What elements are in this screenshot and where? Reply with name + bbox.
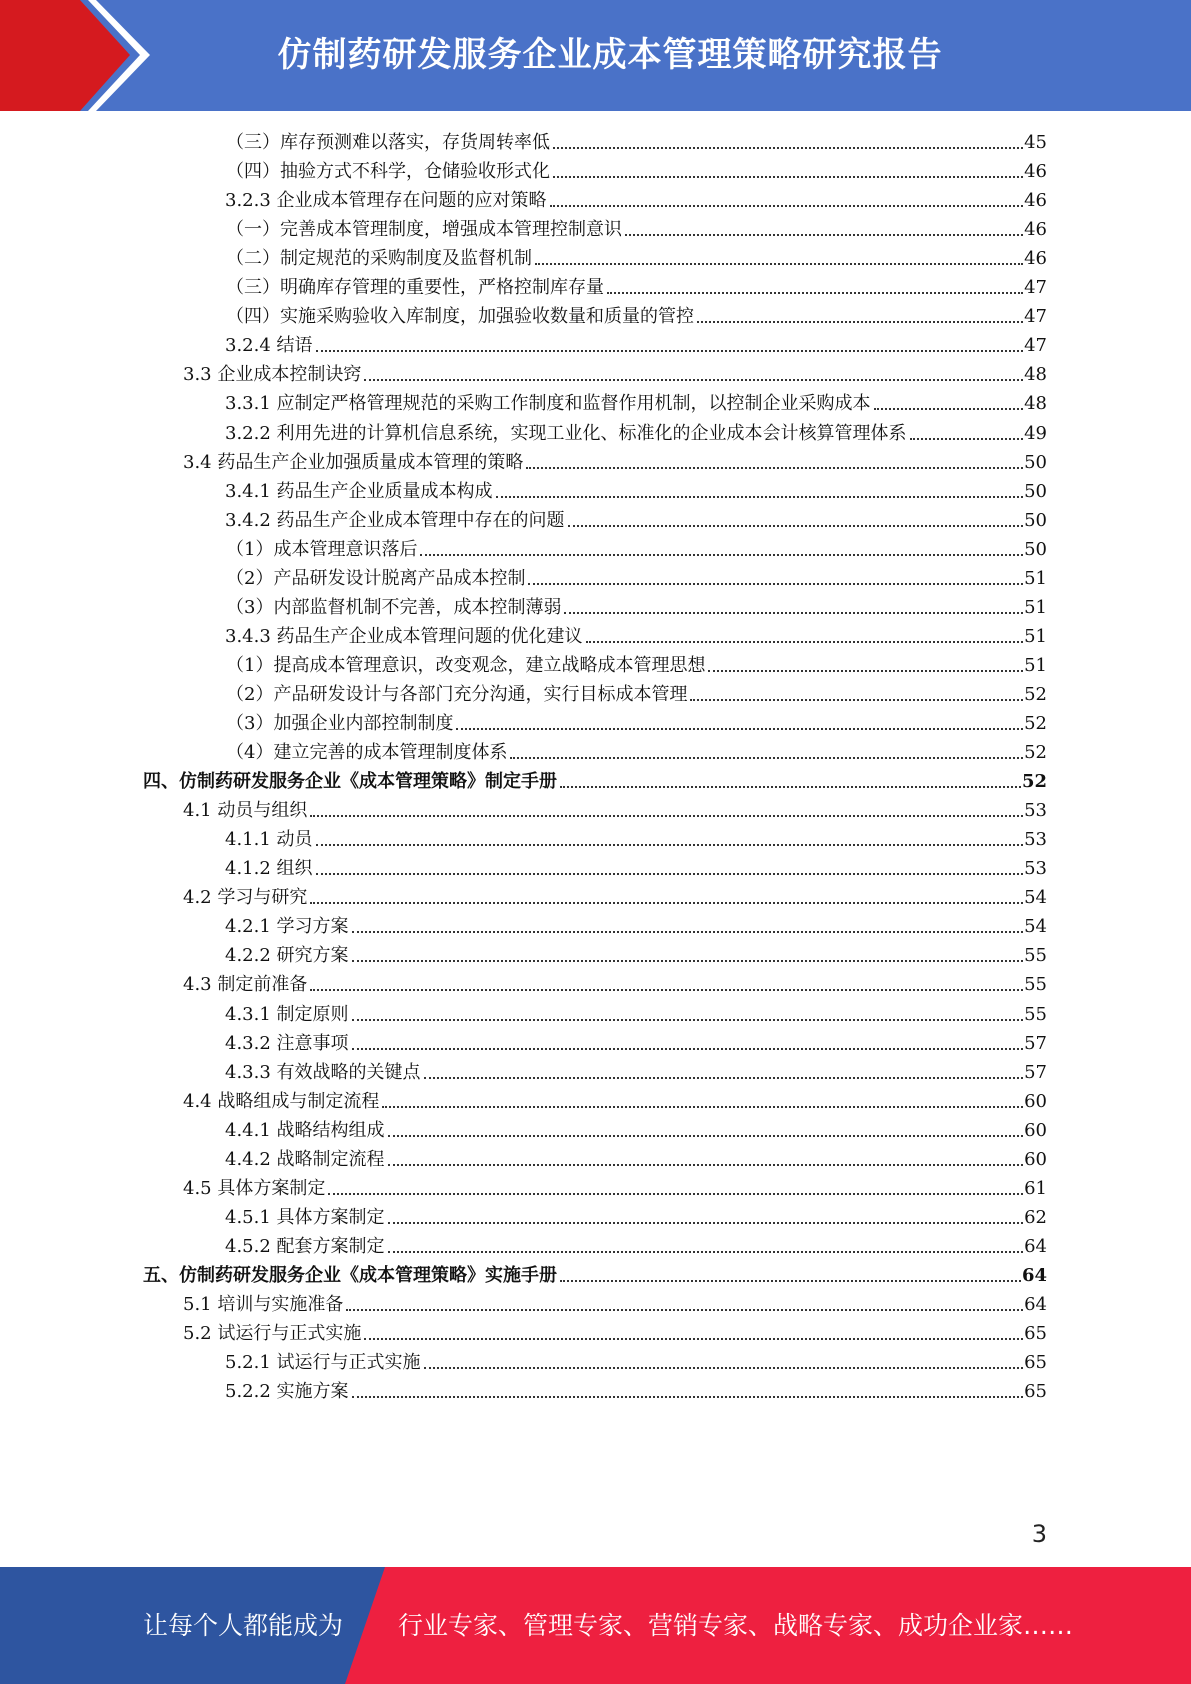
toc-entry[interactable]: [143, 766, 1047, 794]
toc-entry[interactable]: [225, 1347, 1047, 1375]
toc-entry[interactable]: [225, 1057, 1047, 1085]
toc-dot-leader: [382, 1106, 1023, 1108]
toc-entry-page: 57: [1024, 1032, 1047, 1054]
toc-entry[interactable]: [225, 476, 1047, 504]
toc-entry-page: 65: [1024, 1323, 1047, 1345]
toc-entry-page: 60: [1024, 1148, 1047, 1170]
toc-entry-page: 54: [1024, 887, 1047, 909]
toc-entry-title: 4.3.3 有效战略的关键点: [225, 1061, 421, 1083]
toc-entry[interactable]: [226, 679, 1047, 707]
toc-dot-leader: [528, 583, 1023, 585]
page-footer: [0, 1567, 1191, 1684]
page-number: 3: [1031, 1520, 1047, 1548]
toc-entry-title: 4.4.2 战略制定流程: [225, 1148, 385, 1170]
toc-entry-page: 53: [1024, 800, 1047, 822]
toc-dot-leader: [560, 1280, 1021, 1282]
toc-entry-title: 3.2.3 企业成本管理存在问题的应对策略: [225, 190, 547, 212]
toc-entry-title: 4.3.2 注意事项: [225, 1032, 349, 1054]
toc-dot-leader: [310, 989, 1023, 991]
toc-entry-title: 3.4.1 药品生产企业质量成本构成: [225, 480, 493, 502]
toc-entry[interactable]: [183, 1173, 1047, 1201]
toc-entry-title: （2）产品研发设计脱离产品成本控制: [226, 567, 526, 589]
toc-dot-leader: [388, 1164, 1024, 1166]
toc-entry-page: 64: [1021, 1264, 1047, 1286]
toc-dot-leader: [352, 1396, 1024, 1398]
toc-entry-page: 48: [1024, 393, 1047, 415]
toc-dot-leader: [607, 292, 1023, 294]
toc-dot-leader: [510, 757, 1023, 759]
toc-entry-title: 3.4 药品生产企业加强质量成本管理的策略: [183, 451, 524, 473]
toc-entry[interactable]: [183, 882, 1047, 910]
toc-entry-page: 50: [1024, 509, 1047, 531]
toc-dot-leader: [364, 1338, 1023, 1340]
toc-entry-title: 3.2.2 利用先进的计算机信息系统，实现工业化、标准化的企业成本会计核算管理体系: [225, 422, 907, 444]
toc-entry-title: 3.4.2 药品生产企业成本管理中存在的问题: [225, 509, 565, 531]
toc-entry-title: 4.2.1 学习方案: [225, 916, 349, 938]
toc-entry[interactable]: [226, 708, 1047, 736]
toc-entry-page: 60: [1024, 1119, 1047, 1141]
toc-entry[interactable]: [183, 969, 1047, 997]
toc-dot-leader: [352, 960, 1024, 962]
toc-dot-leader: [352, 1048, 1024, 1050]
toc-entry-page: 57: [1024, 1061, 1047, 1083]
toc-dot-leader: [526, 467, 1023, 469]
toc-dot-leader: [424, 1077, 1024, 1079]
toc-entry-page: 46: [1024, 248, 1047, 270]
toc-entry[interactable]: [226, 592, 1047, 620]
toc-entry-title: 3.2.4 结语: [225, 335, 313, 357]
toc-dot-leader: [586, 641, 1024, 643]
toc-entry[interactable]: [183, 1289, 1047, 1317]
toc-entry-page: 55: [1024, 945, 1047, 967]
toc-entry[interactable]: [226, 534, 1047, 562]
toc-entry-title: 四、仿制药研发服务企业《成本管理策略》制定手册: [143, 771, 557, 793]
toc-entry-title: 3.3 企业成本控制诀窍: [183, 364, 362, 386]
toc-entry[interactable]: [225, 505, 1047, 533]
toc-entry[interactable]: [225, 940, 1047, 968]
toc-entry-title: 3.3.1 应制定严格管理规范的采购工作制度和监督作用机制，以控制企业采购成本: [225, 393, 871, 415]
toc-entry-title: 4.4.1 战略结构组成: [225, 1119, 385, 1141]
toc-entry-page: 52: [1024, 742, 1047, 764]
toc-entry-page: 46: [1024, 161, 1047, 183]
toc-entry-page: 46: [1024, 219, 1047, 241]
toc-entry-page: 47: [1024, 306, 1047, 328]
toc-entry-title: 4.5 具体方案制定: [183, 1177, 326, 1199]
toc-entry-title: （三）明确库存管理的重要性，严格控制库存量: [226, 277, 604, 299]
footer-slogan-right: 行业专家、管理专家、营销专家、战略专家、成功企业家……: [398, 1611, 1074, 1640]
toc-entry[interactable]: [226, 737, 1047, 765]
toc-entry[interactable]: [183, 359, 1047, 387]
toc-entry-page: 48: [1024, 364, 1047, 386]
toc-entry-page: 50: [1024, 538, 1047, 560]
toc-dot-leader: [310, 902, 1023, 904]
toc-entry[interactable]: [226, 272, 1047, 300]
toc-entry-title: 4.2 学习与研究: [183, 887, 308, 909]
toc-entry[interactable]: [226, 156, 1047, 184]
toc-entry-page: 61: [1024, 1177, 1047, 1199]
toc-entry[interactable]: [226, 214, 1047, 242]
toc-entry-title: 5.1 培训与实施准备: [183, 1294, 344, 1315]
toc-entry-page: 65: [1024, 1381, 1047, 1403]
toc-entry[interactable]: [226, 650, 1047, 678]
toc-dot-leader: [560, 786, 1021, 788]
toc-entry[interactable]: [225, 418, 1047, 446]
toc-entry[interactable]: [226, 127, 1047, 155]
toc-entry-title: 4.2.2 研究方案: [225, 945, 349, 967]
toc-entry[interactable]: [225, 1202, 1047, 1230]
toc-entry[interactable]: [143, 1260, 1047, 1288]
toc-entry-page: 50: [1024, 480, 1047, 502]
toc-dot-leader: [708, 670, 1023, 672]
toc-entry-page: 53: [1024, 858, 1047, 880]
toc-entry-page: 51: [1024, 654, 1047, 676]
toc-entry-page: 46: [1024, 190, 1047, 212]
toc-dot-leader: [456, 728, 1023, 730]
toc-entry-page: 52: [1024, 683, 1047, 705]
toc-dot-leader: [388, 1135, 1024, 1137]
toc-entry[interactable]: [225, 824, 1047, 852]
toc-entry-page: 54: [1024, 916, 1047, 938]
toc-dot-leader: [316, 844, 1024, 846]
toc-dot-leader: [568, 525, 1024, 527]
toc-entry-page: 49: [1024, 422, 1047, 444]
toc-entry-page: 52: [1021, 771, 1047, 793]
toc-entry-title: （一）完善成本管理制度，增强成本管理控制意识: [226, 219, 622, 241]
toc-entry[interactable]: [225, 1028, 1047, 1056]
toc-entry[interactable]: [183, 447, 1047, 475]
toc-entry-title: 4.3.1 制定原则: [225, 1003, 349, 1025]
toc-dot-leader: [346, 1309, 1023, 1311]
toc-dot-leader: [352, 1019, 1024, 1021]
toc-entry[interactable]: [225, 388, 1047, 416]
toc-entry-title: 5.2 试运行与正式实施: [183, 1323, 362, 1345]
toc-entry-title: 4.5.1 具体方案制定: [225, 1206, 385, 1228]
toc-entry-page: 64: [1024, 1235, 1047, 1257]
toc-entry[interactable]: [226, 563, 1047, 591]
toc-entry-page: 52: [1024, 713, 1047, 734]
footer-slogan-left: 让每个人都能成为: [143, 1611, 344, 1640]
toc-dot-leader: [553, 147, 1023, 149]
toc-entry[interactable]: [183, 1086, 1047, 1114]
toc-entry[interactable]: [226, 301, 1047, 329]
toc-entry-title: （3）内部监督机制不完善，成本控制薄弱: [226, 596, 562, 618]
toc-dot-leader: [550, 205, 1024, 207]
toc-dot-leader: [328, 1193, 1023, 1195]
toc-dot-leader: [874, 408, 1024, 410]
toc-entry-title: （1）提高成本管理意识，改变观念，建立战略成本管理思想: [226, 654, 706, 676]
toc-dot-leader: [690, 699, 1023, 701]
toc-dot-leader: [424, 1367, 1024, 1369]
toc-entry-title: 4.4 战略组成与制定流程: [183, 1090, 380, 1112]
toc-entry-title: （三）库存预测难以落实，存货周转率低: [226, 132, 550, 153]
toc-dot-leader: [420, 554, 1023, 556]
toc-dot-leader: [364, 379, 1023, 381]
toc-entry-title: 4.1.2 组织: [225, 858, 313, 880]
toc-entry-title: 4.3 制定前准备: [183, 974, 308, 996]
toc-entry-title: 5.2.1 试运行与正式实施: [225, 1352, 421, 1374]
toc-entry-page: 50: [1024, 451, 1047, 473]
toc-entry-page: 60: [1024, 1090, 1047, 1112]
toc-entry[interactable]: [183, 795, 1047, 823]
toc-entry-page: 45: [1024, 132, 1047, 153]
page-header: [0, 0, 1191, 111]
toc-dot-leader: [388, 1251, 1024, 1253]
toc-entry-page: 55: [1024, 974, 1047, 996]
toc-entry[interactable]: [225, 1231, 1047, 1259]
toc-entry[interactable]: [183, 1318, 1047, 1346]
toc-dot-leader: [535, 263, 1023, 265]
toc-entry[interactable]: [225, 1115, 1047, 1143]
toc-entry-page: 53: [1024, 829, 1047, 851]
toc-entry-title: （4）建立完善的成本管理制度体系: [226, 742, 508, 764]
toc-dot-leader: [564, 612, 1023, 614]
toc-entry[interactable]: [225, 911, 1047, 939]
toc-entry-page: 51: [1024, 596, 1047, 618]
toc-entry-title: （1）成本管理意识落后: [226, 538, 418, 560]
toc-entry-title: 4.1.1 动员: [225, 829, 313, 851]
toc-entry-title: 4.1 动员与组织: [183, 800, 308, 822]
toc-entry-title: （四）抽验方式不科学，仓储验收形式化: [226, 161, 550, 183]
toc-entry[interactable]: [225, 1144, 1047, 1172]
toc-entry[interactable]: [225, 185, 1047, 213]
toc-dot-leader: [316, 873, 1024, 875]
toc-dot-leader: [697, 321, 1023, 323]
toc-dot-leader: [352, 931, 1024, 933]
toc-entry[interactable]: [225, 330, 1047, 358]
toc-entry[interactable]: [225, 999, 1047, 1027]
toc-dot-leader: [910, 438, 1024, 440]
toc-entry-title: （2）产品研发设计与各部门充分沟通，实行目标成本管理: [226, 683, 688, 705]
toc-entry-page: 62: [1024, 1206, 1047, 1228]
toc-dot-leader: [496, 496, 1024, 498]
toc-dot-leader: [316, 350, 1024, 352]
toc-entry-page: 65: [1024, 1352, 1047, 1374]
toc-entry-title: （3）加强企业内部控制制度: [226, 713, 454, 734]
toc-entry-page: 64: [1024, 1294, 1047, 1315]
toc-entry-title: （二）制定规范的采购制度及监督机制: [226, 248, 532, 270]
toc-entry-title: 5.2.2 实施方案: [225, 1381, 349, 1403]
toc-entry-page: 51: [1024, 625, 1047, 647]
toc-entry[interactable]: [225, 621, 1047, 649]
toc-entry-title: 4.5.2 配套方案制定: [225, 1235, 385, 1257]
toc-entry-title: （四）实施采购验收入库制度，加强验收数量和质量的管控: [226, 306, 694, 328]
toc-entry[interactable]: [225, 853, 1047, 881]
toc-dot-leader: [553, 176, 1023, 178]
toc-entry-page: 47: [1024, 277, 1047, 299]
toc-dot-leader: [310, 815, 1023, 817]
report-title: 仿制药研发服务企业成本管理策略研究报告: [277, 35, 943, 75]
toc-entry-page: 47: [1024, 335, 1047, 357]
toc-entry[interactable]: [226, 243, 1047, 271]
toc-dot-leader: [388, 1222, 1024, 1224]
toc-entry-title: 3.4.3 药品生产企业成本管理问题的优化建议: [225, 625, 583, 647]
toc-entry-page: 51: [1024, 567, 1047, 589]
toc-dot-leader: [625, 234, 1023, 236]
toc-entry-title: 五、仿制药研发服务企业《成本管理策略》实施手册: [143, 1264, 557, 1286]
toc-entry[interactable]: [225, 1376, 1047, 1404]
toc-entry-page: 55: [1024, 1003, 1047, 1025]
